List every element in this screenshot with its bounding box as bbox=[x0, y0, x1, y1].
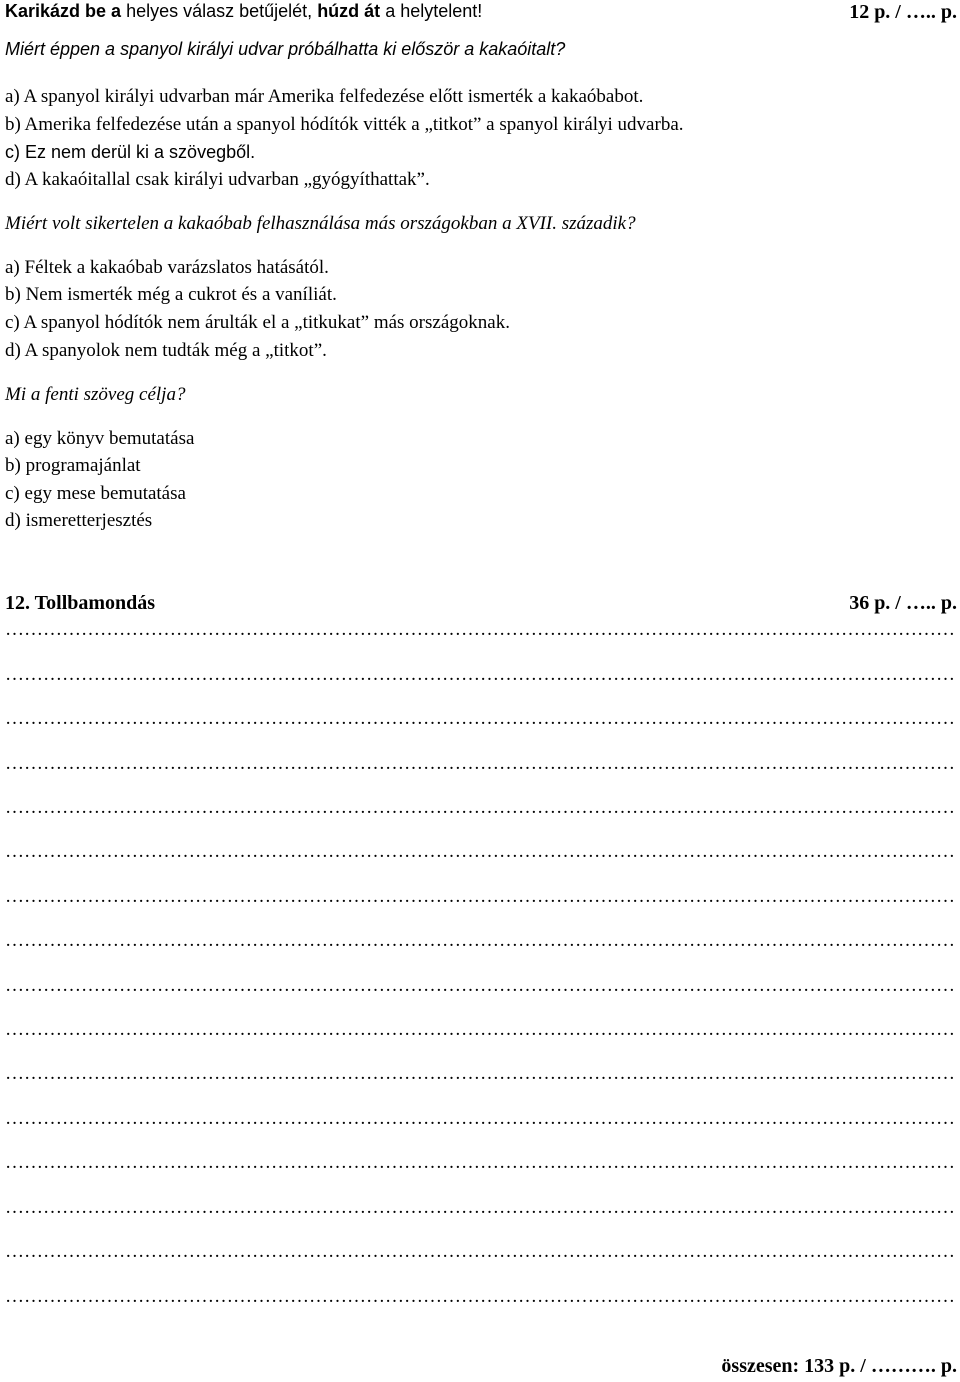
q3-option-d[interactable]: d) ismeretterjesztés bbox=[5, 510, 153, 531]
dictation-line[interactable]: …………………………………………………………………………………………………………………………………… bbox=[5, 754, 955, 774]
dictation-line[interactable]: …………………………………………………………………………………………………………………………………… bbox=[5, 976, 955, 996]
q1-option-a[interactable]: a) A spanyol királyi udvarban már Amerika felfedezése előtt ismerték a kakaóbabot. bbox=[5, 86, 644, 107]
dictation-line[interactable]: …………………………………………………………………………………………………………………………………… bbox=[5, 1020, 955, 1040]
dictation-line[interactable]: …………………………………………………………………………………………………………………………………… bbox=[5, 931, 955, 951]
dictation-line[interactable]: …………………………………………………………………………………………………………………………………… bbox=[5, 1198, 955, 1218]
q1-option-c[interactable]: c) Ez nem derül ki a szövegből. bbox=[5, 142, 256, 162]
dictation-line[interactable]: …………………………………………………………………………………………………………………………………… bbox=[5, 1153, 955, 1173]
dictation-line[interactable]: …………………………………………………………………………………………………………………………………… bbox=[5, 665, 955, 685]
dictation-line[interactable]: …………………………………………………………………………………………………………………………………… bbox=[5, 1287, 955, 1307]
q2-option-a[interactable]: a) Féltek a kakaóbab varázslatos hatásától. bbox=[5, 257, 329, 278]
dictation-line[interactable]: …………………………………………………………………………………………………………………………………… bbox=[5, 887, 955, 907]
instruction bbox=[5, 2, 482, 22]
dictation-line[interactable]: …………………………………………………………………………………………………………………………………… bbox=[5, 1109, 955, 1129]
q1-option-b[interactable]: b) Amerika felfedezése után a spanyol hódítók vitték a „titkot” a spanyol királyi udvarba. bbox=[5, 114, 684, 135]
q3-question: Mi a fenti szöveg célja? bbox=[5, 384, 186, 405]
instruction-bold-2: húzd át bbox=[317, 1, 381, 21]
total-score: összesen: 133 p. / ………. p. bbox=[721, 1355, 957, 1377]
q3-option-b[interactable]: b) programajánlat bbox=[5, 455, 141, 476]
dictation-title: 12. Tollbamondás bbox=[5, 592, 156, 614]
q3-option-a[interactable]: a) egy könyv bemutatása bbox=[5, 428, 195, 449]
q1-option-d[interactable]: d) A kakaóitallal csak királyi udvarban „gyógyíthattak”. bbox=[5, 169, 430, 190]
q2-option-d[interactable]: d) A spanyolok nem tudták még a „titkot”. bbox=[5, 340, 327, 361]
instruction-plain-1: helyes válasz betűjelét, bbox=[121, 1, 318, 21]
dictation-points: 36 p. / ….. p. bbox=[849, 592, 957, 614]
q1-question: Miért éppen a spanyol királyi udvar próbálhatta ki először a kakaóitalt? bbox=[5, 39, 566, 59]
q2-question: Miért volt sikertelen a kakaóbab felhasználása más országokban a XVII. századik? bbox=[5, 213, 636, 234]
q2-option-b[interactable]: b) Nem ismerték még a cukrot és a vaníliát. bbox=[5, 284, 337, 305]
dictation-line[interactable]: …………………………………………………………………………………………………………………………………… bbox=[5, 709, 955, 729]
q3-option-c[interactable]: c) egy mese bemutatása bbox=[5, 483, 186, 504]
header-points: 12 p. / ….. p. bbox=[849, 1, 957, 23]
instruction-plain-2: a helytelent! bbox=[380, 1, 483, 21]
dictation-line[interactable]: …………………………………………………………………………………………………………………………………… bbox=[5, 1064, 955, 1084]
dictation-line[interactable]: …………………………………………………………………………………………………………………………………… bbox=[5, 842, 955, 862]
dictation-line[interactable]: …………………………………………………………………………………………………………………………………… bbox=[5, 1242, 955, 1262]
q2-option-c[interactable]: c) A spanyol hódítók nem árulták el a „titkukat” más országoknak. bbox=[5, 312, 510, 333]
dictation-line[interactable]: …………………………………………………………………………………………………………………………………… bbox=[5, 620, 955, 640]
dictation-line[interactable]: …………………………………………………………………………………………………………………………………… bbox=[5, 798, 955, 818]
instruction-bold-1: Karikázd be a bbox=[5, 1, 122, 21]
